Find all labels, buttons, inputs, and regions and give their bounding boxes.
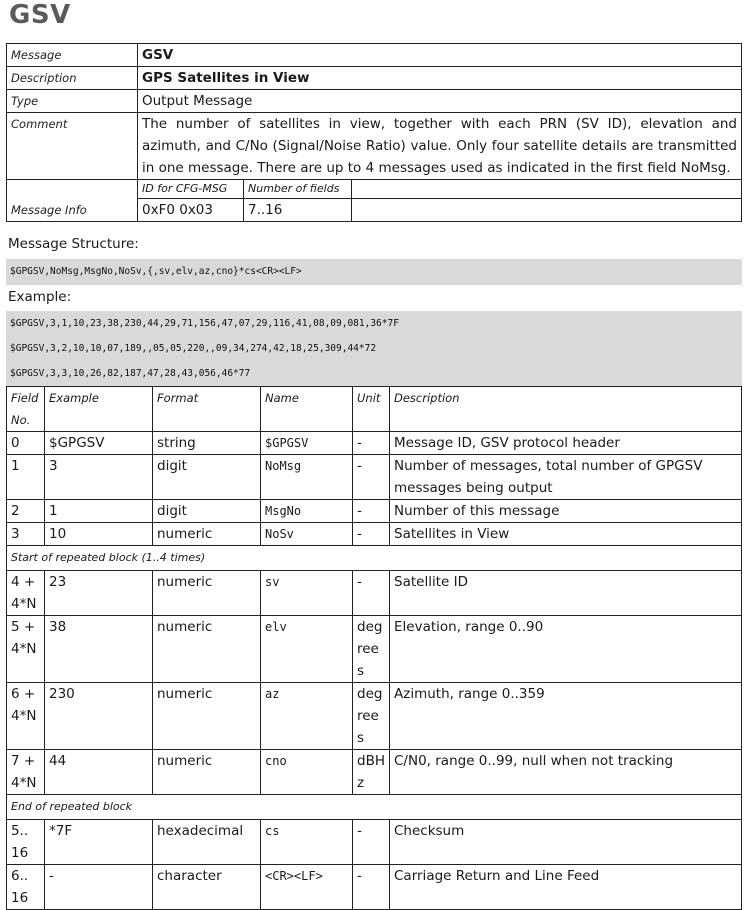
repeat-start-row (7, 546, 742, 571)
cell-unit: - (353, 865, 390, 910)
cell-no: 2 (7, 500, 45, 523)
table-row (7, 865, 742, 910)
cell-description: Number of this message (390, 500, 742, 523)
cell-no: 5 + 4*N (7, 616, 45, 683)
cell-no: 1 (7, 455, 45, 500)
cell-format: string (153, 432, 261, 455)
cell-unit: - (353, 432, 390, 455)
cell-name: sv (261, 571, 353, 616)
table-row (7, 750, 742, 795)
cell-description: Carriage Return and Line Feed (390, 865, 742, 910)
cell-name: NoMsg (261, 455, 353, 500)
page-title: GSV (9, 0, 71, 30)
cell-no: 6 + 4*N (7, 683, 45, 750)
cell-description: Elevation, range 0..90 (390, 616, 742, 683)
cell-name: NoSv (261, 523, 353, 546)
cell-no: 4 + 4*N (7, 571, 45, 616)
nfields-header: Number of fields (244, 180, 352, 199)
cell-name: $GPGSV (261, 432, 353, 455)
example-code-block (6, 311, 742, 386)
cell-format: numeric (153, 750, 261, 795)
cell-example: 38 (45, 616, 153, 683)
example-line: $GPGSV,3,1,10,23,38,230,44,29,71,156,47,07,29,116,41,08,09,081,36*7F (10, 318, 399, 329)
row-comment (7, 113, 742, 180)
table-row (7, 432, 742, 455)
cell-format: numeric (153, 523, 261, 546)
field-table (6, 386, 742, 910)
type-label: Type (7, 90, 138, 113)
message-info-table (6, 43, 742, 222)
cell-example: 3 (45, 455, 153, 500)
repeat-start-label: Start of repeated block (1..4 times) (7, 546, 742, 571)
example-line: $GPGSV,3,2,10,10,07,189,,05,05,220,,09,34,274,42,18,25,309,44*72 (10, 343, 377, 354)
cell-description: Number of messages, total number of GPGSV messages being output (390, 455, 742, 500)
comment-value: The number of satellites in view, together with each PRN (SV ID), elevation and azimuth, and C/No (Signal/Noise Ratio) value. Only four satellite details are transmitted in one message. There are up to 4 messages used as indicated in the first field NoMsg. (138, 113, 742, 180)
structure-heading: Message Structure: (8, 236, 139, 252)
table-row (7, 820, 742, 865)
cell-example: 230 (45, 683, 153, 750)
id-header: ID for CFG-MSG (138, 180, 244, 199)
cell-format: numeric (153, 683, 261, 750)
table-row (7, 500, 742, 523)
message-label: Message (7, 44, 138, 67)
cell-format: numeric (153, 616, 261, 683)
type-value: Output Message (138, 90, 742, 113)
cell-example: 1 (45, 500, 153, 523)
table-row (7, 523, 742, 546)
header-description: Description (390, 387, 742, 432)
row-type (7, 90, 742, 113)
cell-name: cs (261, 820, 353, 865)
cell-unit: - (353, 820, 390, 865)
cell-no: 7 + 4*N (7, 750, 45, 795)
structure-code-block (6, 259, 742, 285)
header-name: Name (261, 387, 353, 432)
cell-description: Message ID, GSV protocol header (390, 432, 742, 455)
cell-no: 3 (7, 523, 45, 546)
cell-name: az (261, 683, 353, 750)
cell-format: hexadecimal (153, 820, 261, 865)
id-value: 0xF0 0x03 (138, 199, 244, 222)
table-row (7, 616, 742, 683)
cell-unit: degrees (353, 616, 390, 683)
row-msginfo-header (7, 180, 742, 199)
cell-no: 6.. 16 (7, 865, 45, 910)
cell-unit: - (353, 571, 390, 616)
cell-unit: dBHz (353, 750, 390, 795)
cell-description: C/N0, range 0..99, null when not tracking (390, 750, 742, 795)
cell-example: 23 (45, 571, 153, 616)
cell-description: Azimuth, range 0..359 (390, 683, 742, 750)
cell-example: 44 (45, 750, 153, 795)
cell-example: 10 (45, 523, 153, 546)
nfields-value: 7..16 (244, 199, 352, 222)
description-label: Description (7, 67, 138, 90)
cell-description: Satellites in View (390, 523, 742, 546)
cell-name: MsgNo (261, 500, 353, 523)
cell-unit: degrees (353, 683, 390, 750)
cell-example: - (45, 865, 153, 910)
example-heading: Example: (8, 289, 72, 305)
cell-unit: - (353, 455, 390, 500)
cell-name: elv (261, 616, 353, 683)
cell-format: digit (153, 500, 261, 523)
header-format: Format (153, 387, 261, 432)
cell-format: character (153, 865, 261, 910)
cell-description: Satellite ID (390, 571, 742, 616)
table-header-row (7, 387, 742, 432)
row-description (7, 67, 742, 90)
example-line: $GPGSV,3,3,10,26,82,187,47,28,43,056,46*77 (10, 368, 251, 379)
table-row (7, 683, 742, 750)
cell-unit: - (353, 500, 390, 523)
table-row (7, 571, 742, 616)
comment-label: Comment (7, 113, 138, 180)
header-field-no: Field No. (7, 387, 45, 432)
cell-unit: - (353, 523, 390, 546)
cell-format: digit (153, 455, 261, 500)
empty-cell (352, 180, 742, 199)
cell-name: <CR><LF> (261, 865, 353, 910)
msginfo-label: Message Info (7, 180, 138, 222)
empty-cell (352, 199, 742, 222)
repeat-end-row (7, 795, 742, 820)
cell-no: 5.. 16 (7, 820, 45, 865)
structure-line: $GPGSV,NoMsg,MsgNo,NoSv,{,sv,elv,az,cno}*cs<CR><LF> (10, 266, 302, 277)
cell-description: Checksum (390, 820, 742, 865)
message-value: GSV (138, 44, 742, 67)
cell-no: 0 (7, 432, 45, 455)
cell-example: $GPGSV (45, 432, 153, 455)
header-example: Example (45, 387, 153, 432)
table-row (7, 455, 742, 500)
row-message (7, 44, 742, 67)
cell-name: cno (261, 750, 353, 795)
description-value: GPS Satellites in View (138, 67, 742, 90)
repeat-end-label: End of repeated block (7, 795, 742, 820)
cell-example: *7F (45, 820, 153, 865)
header-unit: Unit (353, 387, 390, 432)
cell-format: numeric (153, 571, 261, 616)
